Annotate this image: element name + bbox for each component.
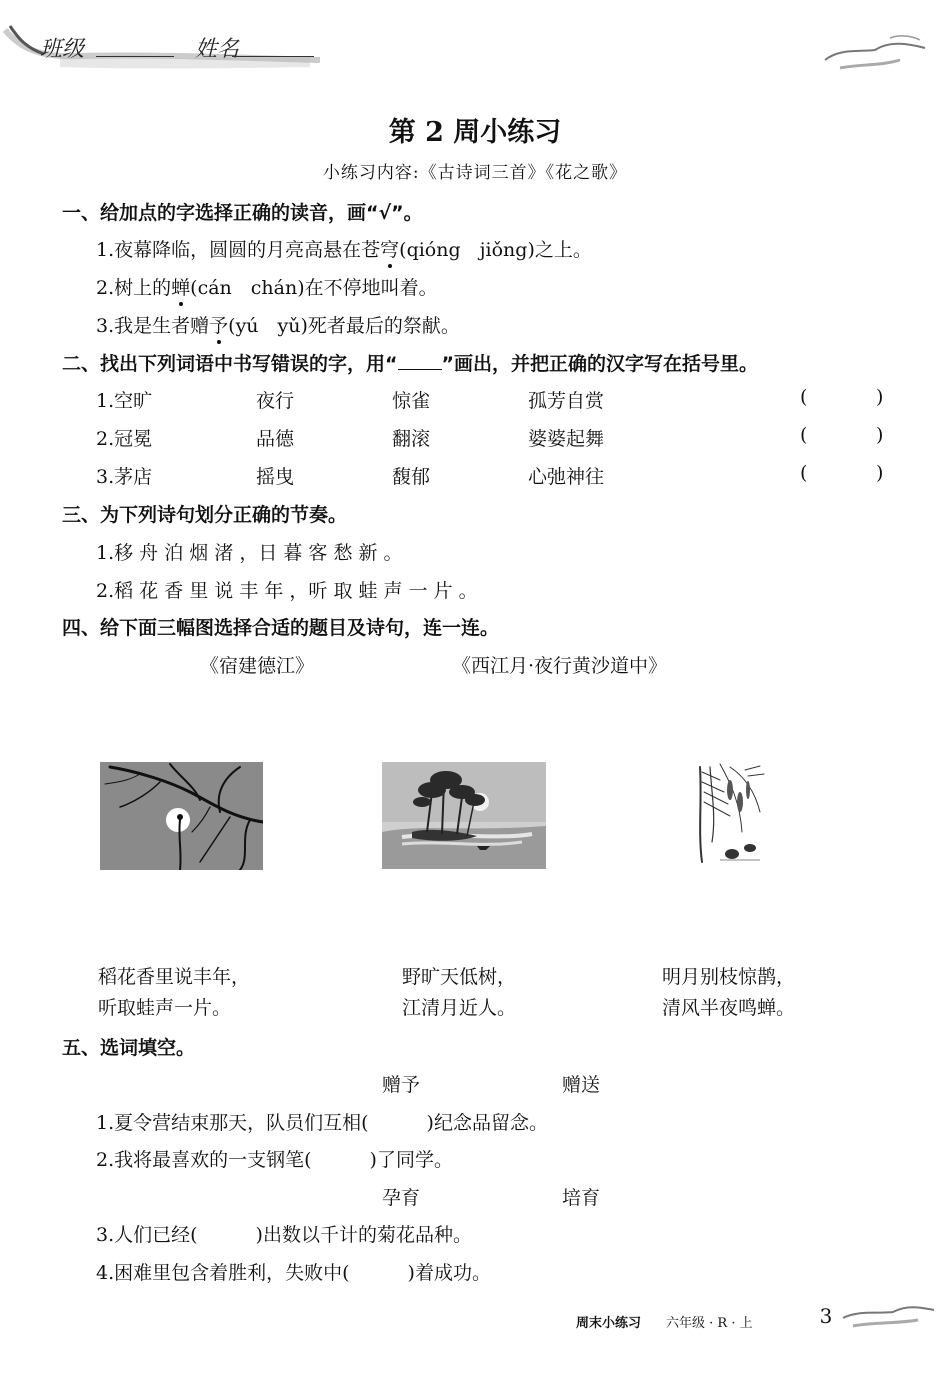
word-option-2: 赠送 [562,1074,601,1096]
section-5-heading: 五、选词填空。 [62,1037,196,1059]
dotted-char: 穹 [380,239,400,261]
word-option-1: 赠予 [382,1074,421,1096]
page-title: 第 2 周小练习 [388,117,562,148]
page-subtitle: 小练习内容:《古诗词三首》《花之歌》 [322,163,628,183]
poem-2-line-1: 野旷天低树， [402,966,517,988]
answer-paren-close: ) [876,386,884,408]
section-3-heading: 三、为下列诗句划分正确的节奏。 [62,504,348,526]
answer-paren-open: ( [800,462,808,484]
poem-1-line-1: 稻花香里说丰年， [98,966,251,988]
s3-verse-1: 1.移 舟 泊 烟 渚 ，日 暮 客 愁 新 。 [96,542,403,564]
poem-title-2: 《西江月·夜行黄沙道中》 [452,655,668,677]
footer-book-title: 周末小练习 [576,1316,642,1331]
s5-question-2: 2.我将最喜欢的一支钢笔( )了同学。 [96,1149,453,1171]
dotted-char: 蝉 [171,277,191,299]
river-moon-image [382,762,546,869]
poem-3-line-2: 清风半夜鸣蝉。 [662,997,796,1019]
name-label: 姓名 [195,37,240,62]
moon-tree-image [100,762,263,870]
s2-r1-c3: 惊雀 [392,390,431,412]
answer-paren-close: ) [876,462,884,484]
answer-paren-close: ) [876,424,884,446]
s5-question-4: 4.困难里包含着胜利，失败中( )着成功。 [96,1262,491,1284]
s2-r2-c4: 婆婆起舞 [528,428,605,450]
footer-grade: 六年级 · R · 上 [666,1316,753,1331]
s1-question-1: 1.夜幕降临，圆圆的月亮高悬在苍穹(qióng jiǒng)之上。 [96,239,592,261]
footer-cloud-decoration-icon [838,1296,938,1336]
s1-question-2: 2.树上的蝉(cán chán)在不停地叫着。 [96,277,438,299]
s2-r2-c3: 翻滚 [392,428,431,450]
dotted-char: 予 [209,315,229,337]
class-label: 班级 [40,37,85,62]
underline-sample [398,353,442,370]
answer-paren-open: ( [800,424,808,446]
poem-title-1: 《宿建德江》 [200,655,315,677]
ink-willow-image [690,762,770,868]
poem-2-line-2: 江清月近人。 [402,997,517,1019]
s2-r1-c2: 夜行 [256,390,295,412]
name-blank[interactable] [232,56,314,57]
s2-r3-c1: 3.茅店 [96,466,153,488]
word-option-4: 培育 [562,1187,601,1209]
answer-paren-open: ( [800,386,808,408]
s2-r1-c4: 孤芳自赏 [528,390,605,412]
class-blank[interactable] [96,56,174,57]
s2-r2-c1: 2.冠冕 [96,428,153,450]
cloud-decoration-icon [820,30,930,80]
poem-1-line-2: 听取蛙声一片。 [98,997,232,1019]
poem-3-line-1: 明月别枝惊鹊， [662,966,796,988]
s1-question-3: 3.我是生者赠予(yú yǔ)死者最后的祭献。 [96,315,460,337]
s2-r2-c2: 品德 [256,428,295,450]
word-option-3: 孕育 [382,1187,421,1209]
s5-question-1: 1.夏令营结束那天，队员们互相( )纪念品留念。 [96,1112,548,1134]
s2-r3-c4: 心弛神往 [528,466,605,488]
section-1-heading: 一、给加点的字选择正确的读音，画“√”。 [62,202,423,224]
s5-question-3: 3.人们已经( )出数以千计的菊花品种。 [96,1224,472,1246]
s2-r3-c3: 馥郁 [392,466,431,488]
page-number: 3 [819,1304,833,1328]
section-4-heading: 四、给下面三幅图选择合适的题目及诗句，连一连。 [62,617,500,639]
section-2-heading: 二、找出下列词语中书写错误的字，用“ ”画出，并把正确的汉字写在括号里。 [62,353,758,375]
s2-r1-c1: 1.空旷 [96,390,153,412]
s2-r3-c2: 摇曳 [256,466,295,488]
s3-verse-2: 2.稻 花 香 里 说 丰 年 ，听 取 蛙 声 一 片 。 [96,580,478,602]
